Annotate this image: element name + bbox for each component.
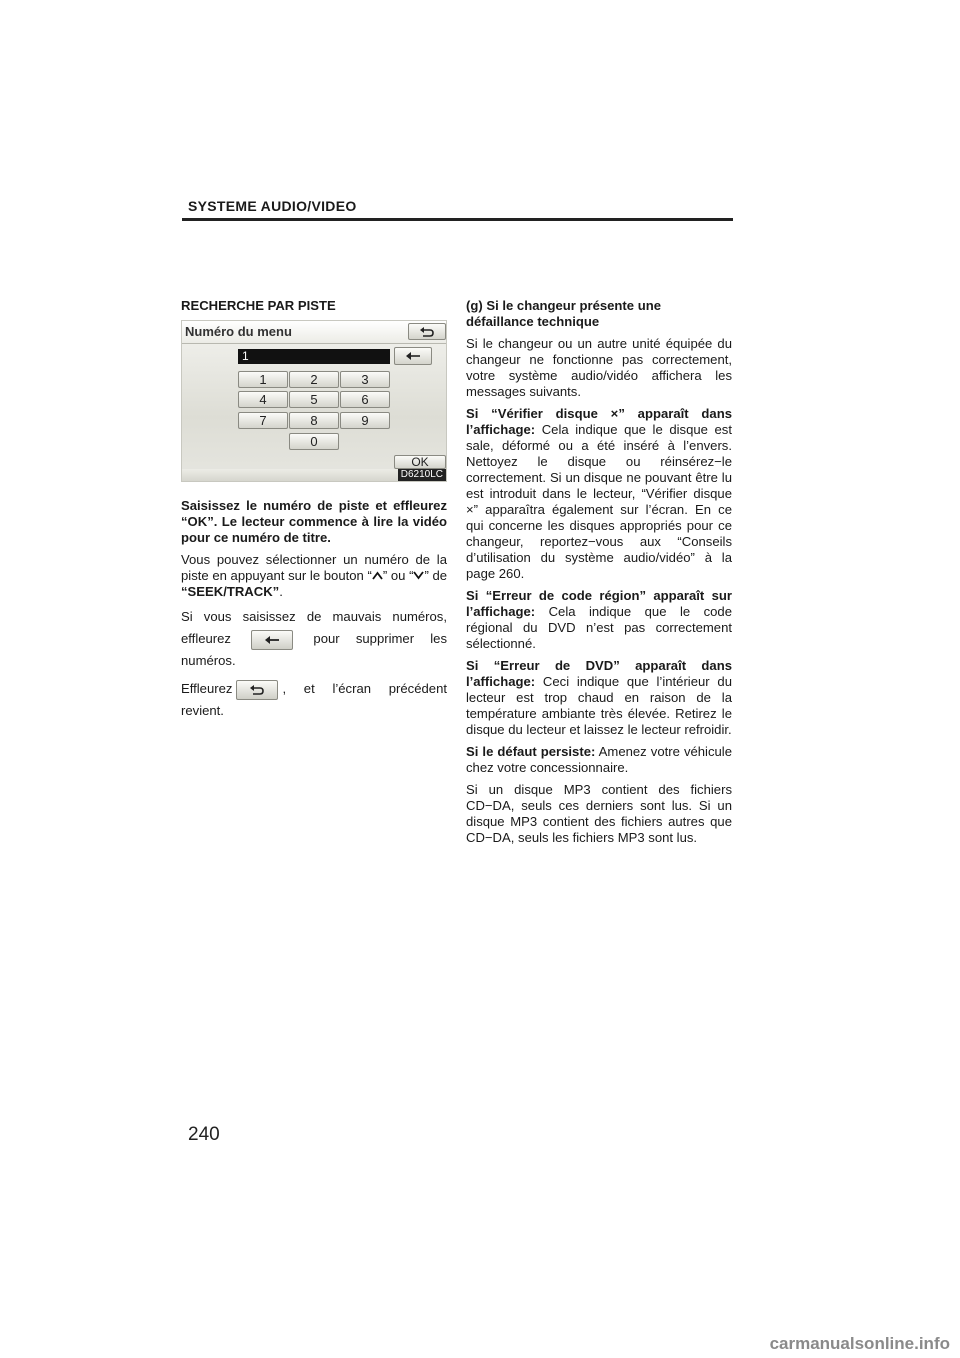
screen-title: Numéro du menu [185, 324, 292, 339]
verify-disc-paragraph [466, 406, 732, 582]
message-body: Amenez votre véhicule chez votre concessionnaire. [466, 744, 732, 775]
figure-code: D6210LC [398, 469, 446, 481]
screen-key: 1 [238, 371, 288, 388]
screen-entry-field: 1 [238, 349, 390, 364]
watermark: carmanualsonline.info [769, 1334, 950, 1353]
return-icon [249, 684, 265, 696]
screen-key: 7 [238, 412, 288, 429]
screen-key: 6 [340, 391, 390, 408]
persist-paragraph [466, 744, 732, 776]
seek-track-label: “SEEK/TRACK” [181, 584, 280, 599]
paragraph-text: pour supprimer les numéros. [181, 631, 448, 668]
subsection-heading: (g) Si le changeur présente une défaillance technique [466, 298, 661, 329]
return-paragraph [181, 678, 447, 722]
screen-key: 0 [289, 433, 339, 450]
paragraph-text: Si vous saisissez de mauvais numéros, effleurez [181, 609, 447, 646]
backspace-arrow-icon [405, 351, 421, 361]
return-icon [419, 326, 435, 338]
paragraph-text: Effleurez [181, 681, 233, 696]
screen-illustration [181, 320, 447, 482]
message-body: Cela indique que le code régional du DVD n’est pas correctement sélectionné. [466, 604, 732, 651]
message-lead: Si “Vérifier disque ×” apparaît dans l’affichage: [466, 406, 732, 437]
intro-paragraph: Si le changeur ou un autre unité équipée du changeur ne fonctionne pas correctement, votre système audio/vidéo affichera les messages suivants. [466, 336, 732, 399]
screen-key: 5 [289, 391, 339, 408]
paragraph-text: , et l’écran précédent revient. [181, 681, 447, 718]
delete-paragraph [181, 606, 447, 672]
chevron-down-icon [413, 571, 424, 580]
delete-button-illustration [251, 630, 293, 650]
region-error-paragraph [466, 588, 732, 652]
left-column [181, 298, 447, 728]
chevron-up-icon [372, 571, 383, 580]
message-lead: Si “Erreur de code région” apparaît sur l’affichage: [466, 588, 732, 619]
paragraph-text: ” ou “ [382, 568, 414, 583]
screen-titlebar [182, 321, 446, 344]
page-number: 240 [188, 1124, 220, 1145]
section-heading: RECHERCHE PAR PISTE [181, 298, 336, 313]
paragraph-text: . [279, 584, 283, 599]
screen-back-button [408, 323, 446, 340]
screen-key: 3 [340, 371, 390, 388]
paragraph-text: ” de [424, 568, 448, 583]
paragraph-text: Vous pouvez sélectionner un numéro de la piste en appuyant sur le bouton “ [181, 552, 447, 583]
screen-delete-button [394, 347, 432, 365]
screen-key: 8 [289, 412, 339, 429]
section-header: SYSTEME AUDIO/VIDEO [188, 198, 357, 214]
message-body: Ceci indique que l’intérieur du lecteur est trop chaud en raison de la température ambiante très élevée. Retirez le disque du lecteur et laissez le lecteur refroidir. [466, 674, 732, 737]
right-column [466, 298, 732, 852]
message-lead: Si “Erreur de DVD” apparaît dans l’affichage: [466, 658, 732, 689]
screen-key: 4 [238, 391, 288, 408]
screen-ok-button: OK [394, 455, 446, 469]
mp3-paragraph: Si un disque MP3 contient des fichiers CD−DA, seuls ces derniers sont lus. Si un disque MP3 contient des fichiers autres que CD−DA, seuls les fichiers MP3 sont lus. [466, 782, 732, 845]
return-button-illustration [236, 680, 278, 700]
message-lead: Si le défaut persiste: [466, 744, 596, 759]
screen-key: 2 [289, 371, 339, 388]
instruction-text: Saisissez le numéro de piste et effleurez “OK”. Le lecteur commence à lire la vidéo pour ce numéro de titre. [181, 498, 447, 545]
seek-track-paragraph [181, 552, 447, 600]
screen-key: 9 [340, 412, 390, 429]
message-body: Cela indique que le disque est sale, déformé ou a été inséré à l’envers. Nettoyez le disque ou réinsérez−le correctement. Si un disque ne pouvant être lu est introduit dans le lecteur, “Vérifier disque ×” apparaîtra également sur l’écran. En ce qui concerne les disques appropriés pour ce changeur, reportez−vous aux “Conseils d’utilisation du système audio/vidéo” à la page 260. [466, 422, 732, 581]
dvd-error-paragraph [466, 658, 732, 738]
header-rule [182, 218, 733, 221]
backspace-arrow-icon [264, 634, 280, 646]
